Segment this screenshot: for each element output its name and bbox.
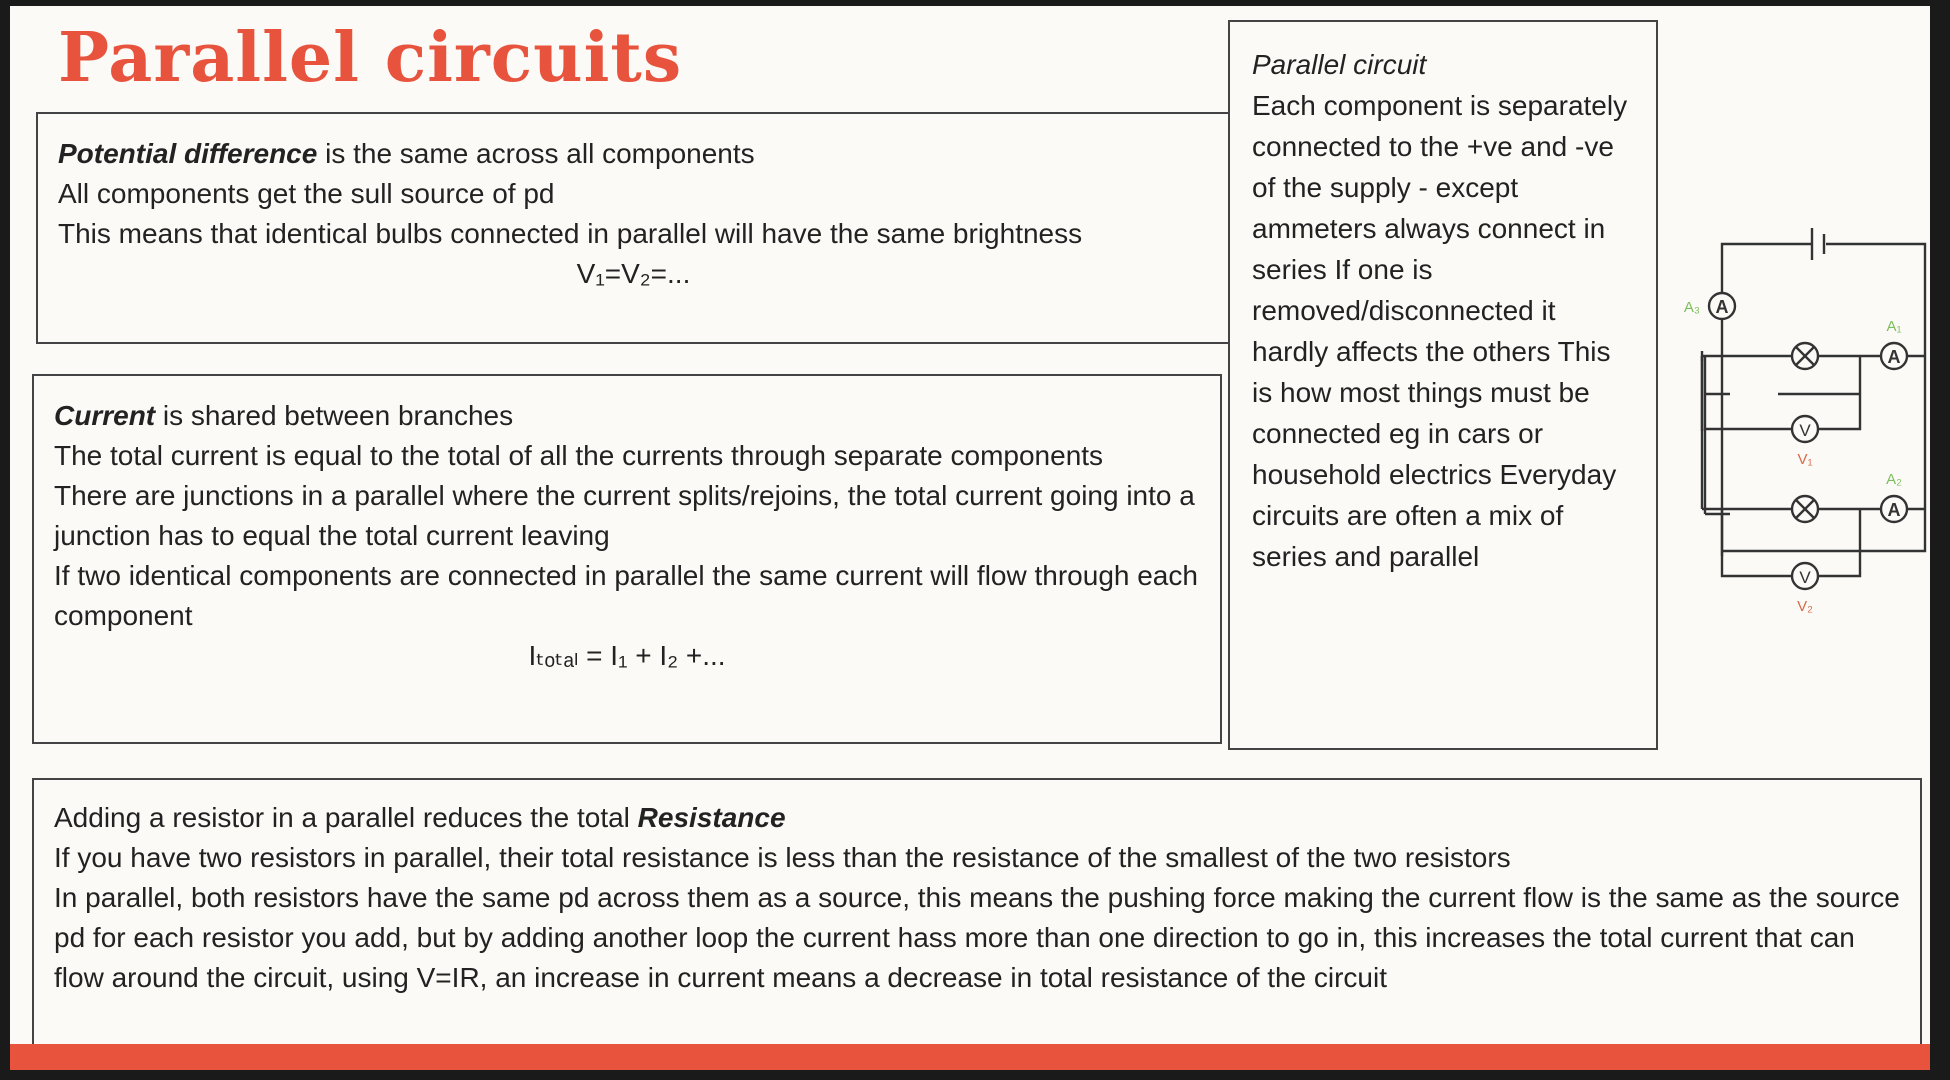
current-lead [54, 396, 1200, 436]
label-v1: V₁ [1797, 451, 1813, 468]
label-v2: V₂ [1797, 598, 1813, 615]
voltmeter-v1 [1792, 416, 1818, 468]
current-line: If two identical components are connected in parallel the same current will flow through each component [54, 560, 1198, 631]
ammeter-a1-symbol: A [1887, 347, 1901, 367]
potential-difference-box [36, 112, 1231, 344]
voltmeter-v2 [1792, 563, 1818, 615]
resistance-term: Resistance [637, 802, 786, 833]
pd-line: This means that identical bulbs connected in parallel will have the same brightness [58, 218, 1083, 249]
parallel-text: Each component is separately connected to the +ve and -ve of the supply - except ammeters always connect in series If one is removed/disconnected it hardly affects the others This is how most things must be connected eg in cars or household electrics Everyday circuits are often a mix of series and parallel [1252, 90, 1628, 572]
voltmeter-v1-symbol: V [1799, 421, 1811, 440]
pd-line: All components get the sull source of pd [58, 178, 555, 209]
ammeter-a2 [1881, 471, 1907, 522]
ammeter-a2-symbol: A [1887, 500, 1901, 520]
cell [1812, 228, 1824, 260]
lamp-2 [1792, 496, 1818, 522]
label-a3: A₃ [1683, 299, 1700, 316]
label-a1: A₁ [1886, 318, 1902, 335]
parallel-circuit-box [1228, 20, 1658, 750]
branch-1 [1705, 356, 1860, 429]
label-a2: A₂ [1886, 471, 1902, 488]
pd-lead [58, 134, 1209, 174]
ammeter-a3 [1684, 293, 1735, 319]
page-title: Parallel circuits [58, 18, 683, 98]
current-formula: Iₜₒₜₐₗ = I₁ + I₂ +... [528, 640, 726, 671]
pd-formula: V₁=V₂=... [576, 258, 691, 289]
resistance-line: If you have two resistors in parallel, their total resistance is less than the resistance of the smallest of the two resistors [54, 842, 1511, 873]
lamp-1 [1792, 343, 1818, 369]
voltmeter-v2-symbol: V [1799, 568, 1811, 587]
worksheet-page [10, 6, 1930, 1070]
resistance-lead-text: Adding a resistor in a parallel reduces the total [54, 802, 638, 833]
resistance-line: In parallel, both resistors have the same pd across them as a source, this means the pushing force making the current flow is the same as the source pd for each resistor you add, but by adding another loop the current hass more than one direction to go in, this increases the total current that can flow around the circuit, using V=IR, an increase in current means a decrease in total resistance of the circuit [54, 882, 1900, 993]
ammeter-a3-symbol: A [1715, 297, 1729, 317]
ammeter-a1 [1881, 318, 1907, 369]
pd-lead-rest: is the same across all components [317, 138, 755, 169]
bottom-accent-stripe [10, 1044, 1930, 1070]
pd-term: Potential difference [58, 138, 318, 169]
resistance-box [32, 778, 1922, 1050]
current-line: The total current is equal to the total of all the currents through separate components [54, 440, 1104, 471]
resistance-lead [54, 798, 1900, 838]
current-box [32, 374, 1222, 744]
current-line: There are junctions in a parallel where the current splits/rejoins, the total current going into a junction has to equal the total current leaving [54, 480, 1195, 551]
parallel-heading: Parallel circuit [1252, 49, 1427, 80]
current-term: Current [54, 400, 156, 431]
current-lead-rest: is shared between branches [155, 400, 514, 431]
v2-branch-wires [1722, 509, 1860, 576]
branch-2 [1705, 429, 1730, 514]
parallel-circuit-diagram [1660, 206, 1930, 636]
